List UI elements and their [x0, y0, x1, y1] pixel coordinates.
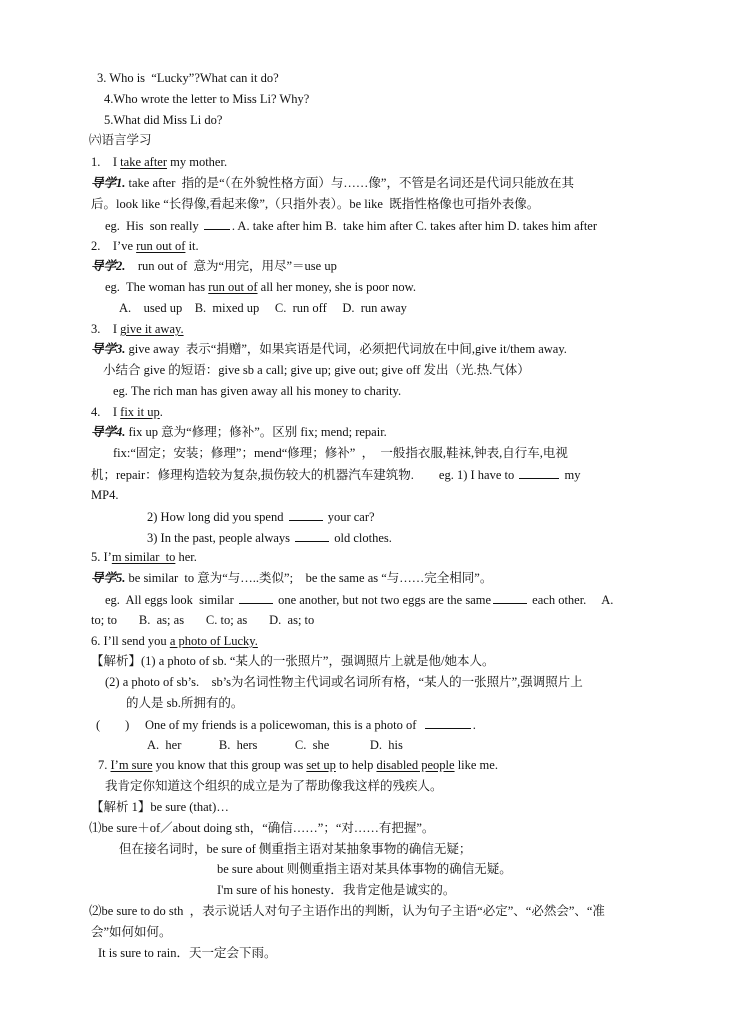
underlined-phrase: I’m sure [110, 758, 153, 772]
text-line [91, 612, 314, 629]
text-span: 后。look like “长得像,看起来像”,（只指外表）。be like 既指性格像也可指外表像。 [91, 197, 540, 211]
text-line [91, 549, 197, 566]
text-line [91, 466, 580, 484]
text-line [91, 258, 337, 275]
text-line [98, 757, 498, 774]
text-span: MP4. [91, 488, 119, 502]
text-line [147, 737, 403, 754]
text-line [91, 154, 227, 171]
text-span: you know that this group was [152, 758, 307, 772]
underlined-phrase: take after [120, 155, 168, 169]
text-span: eg. The woman has [105, 280, 209, 294]
text-span: 机；repair：修理构造较为复杂,损伤较大的机器汽车建筑物. eg. 1) I have to [91, 468, 518, 482]
text-line [91, 424, 387, 441]
text-line [91, 570, 492, 587]
underlined-phrase: fix it up [120, 405, 160, 419]
text-line [91, 924, 172, 941]
text-span: be sure about 则侧重指主语对某具体事物的确信无疑。 [217, 862, 512, 876]
text-span: one another, but not two eggs are the same [274, 593, 492, 607]
text-line [147, 508, 375, 526]
text-span: 4.Who wrote the letter to Miss Li? Why? [104, 92, 310, 106]
text-span: to; to B. as; as C. to; as D. as; to [91, 613, 315, 627]
text-line [91, 238, 199, 255]
text-span: her. [175, 550, 197, 564]
text-line [91, 341, 567, 358]
text-line [97, 70, 279, 87]
text-line [217, 882, 455, 899]
text-span: 的人是 sb.所拥有的。 [126, 696, 244, 710]
text-line [91, 175, 574, 192]
text-line [119, 841, 471, 858]
text-span: my [561, 468, 581, 482]
text-span: 5. I’ [91, 550, 112, 564]
guide-label: 导学5. [91, 571, 126, 585]
text-span: 3. Who is “Lucky”?What can it do? [97, 71, 279, 85]
fill-in-blank [519, 466, 559, 479]
text-line [91, 321, 184, 338]
text-line [105, 279, 416, 296]
text-span: take after 指的是“（在外貌性格方面）与……像”，不管是名词还是代词只能放在其 [125, 176, 574, 190]
text-span: . [472, 718, 476, 732]
text-span: 2. I’ve [91, 239, 137, 253]
text-line [105, 674, 583, 691]
text-line [105, 591, 613, 609]
text-span: ⑵be sure to do sth ，表示说话人对句子主语作出的判断，认为句子主语“必定”、“必然会”、“准 [89, 904, 605, 918]
text-line [91, 633, 258, 650]
text-span: it. [185, 239, 199, 253]
text-line [91, 196, 539, 213]
text-span: eg. All eggs look similar [105, 593, 237, 607]
text-span: ㈥语言学习 [89, 133, 152, 147]
text-span: my mother. [167, 155, 228, 169]
text-span: 5.What did Miss Li do? [104, 113, 223, 127]
text-span: . [159, 405, 163, 419]
text-span: 【解析 1】be sure (that)… [91, 800, 229, 814]
text-span: A. her B. hers C. she D. his [147, 738, 403, 752]
text-span: fix up 意为“修理；修补”。区别 fix; mend; repair. [125, 425, 387, 439]
underlined-phrase: run out of [208, 280, 258, 294]
text-line [104, 112, 222, 129]
text-line [147, 529, 392, 547]
text-line [105, 778, 443, 795]
text-span: 6. I’ll send you [91, 634, 170, 648]
text-line [91, 799, 229, 816]
fill-in-blank [239, 591, 273, 604]
text-span: be similar to 意为“与…..类似”; be the same as “与……完全相同”。 [125, 571, 493, 585]
guide-label: 导学3. [91, 342, 126, 356]
underlined-phrase: give it away. [120, 322, 184, 336]
text-span: (2) a photo of sb’s. sb’s为名词性物主代词或名词所有格，“某人的一张照片”,强调照片上 [105, 675, 583, 689]
text-line [89, 903, 605, 920]
text-span: 7. [98, 758, 111, 772]
text-span: . A. take after him B. take him after C. takes after him D. takes him after [231, 219, 598, 233]
text-span: give away 表示“捐赠”，如果宾语是代词，必须把代词放在中间,give it/them away. [125, 342, 567, 356]
text-span: eg. The rich man has given away all his money to charity. [113, 384, 402, 398]
fill-in-blank [493, 591, 527, 604]
text-span: 3) In the past, people always [147, 531, 294, 545]
text-line [126, 695, 243, 712]
text-line [113, 445, 568, 462]
text-span: your car? [324, 510, 375, 524]
text-span: old clothes. [331, 531, 392, 545]
text-line [89, 820, 434, 837]
text-span: 我肯定你知道这个组织的成立是为了帮助像我这样的残疾人。 [105, 779, 443, 793]
text-line [96, 716, 476, 734]
text-span: 2) How long did you spend [147, 510, 287, 524]
guide-label: 导学2. [91, 259, 126, 273]
text-line [119, 300, 407, 317]
text-line [98, 945, 276, 962]
fill-in-blank [204, 217, 230, 230]
text-span: 【解析】(1) a photo of sb. “某人的一张照片”，强调照片上就是他/她本人。 [91, 654, 495, 668]
guide-label: 导学4. [91, 425, 126, 439]
text-span: 小结合 give 的短语：give sb a call; give up; give out; give off 发出（光.热.气体） [103, 363, 530, 377]
text-span: 4. I [91, 405, 121, 419]
text-span: all her money, she is poor now. [257, 280, 416, 294]
text-span: like me. [454, 758, 498, 772]
text-span: I'm sure of his honesty．我肯定他是诚实的。 [217, 883, 456, 897]
text-line [217, 861, 512, 878]
text-span: It is sure to rain．天一定会下雨。 [98, 946, 277, 960]
text-span: ⑴be sure＋of／about doing sth，“确信……”；“对……有把握”。 [89, 821, 435, 835]
underlined-phrase: run out of [136, 239, 186, 253]
text-span: 但在接名词时，be sure of 侧重指主语对某抽象事物的确信无疑； [119, 842, 472, 856]
text-span: A. used up B. mixed up C. run off D. run away [119, 301, 407, 315]
text-span: to help [335, 758, 377, 772]
fill-in-blank [289, 508, 323, 521]
text-line [89, 132, 152, 149]
text-span: fix:“固定；安装；修理”；mend“修理；修补” ， 一般指衣服,鞋袜,钟表,自行车,电视 [113, 446, 568, 460]
text-line [91, 404, 163, 421]
text-span: 1. I [91, 155, 121, 169]
text-span: eg. His son really [105, 219, 202, 233]
text-span: run out of 意为“用完，用尽”＝use up [125, 259, 337, 273]
text-line [105, 217, 597, 235]
text-span: 3. I [91, 322, 121, 336]
underlined-phrase: m similar to [111, 550, 176, 564]
underlined-phrase: disabled people [376, 758, 455, 772]
text-line [103, 362, 530, 379]
text-span: 会”如何如何。 [91, 925, 172, 939]
guide-label: 导学1. [91, 176, 126, 190]
text-line [91, 653, 494, 670]
fill-in-blank [295, 529, 329, 542]
text-line [104, 91, 309, 108]
underlined-phrase: set up [306, 758, 336, 772]
fill-in-blank [425, 716, 471, 729]
underlined-phrase: a photo of Lucky. [169, 634, 258, 648]
text-line [113, 383, 401, 400]
text-span: ( ) One of my friends is a policewoman, this is a photo of [96, 718, 423, 732]
text-span: each other. A. [529, 593, 614, 607]
text-line [91, 487, 118, 504]
